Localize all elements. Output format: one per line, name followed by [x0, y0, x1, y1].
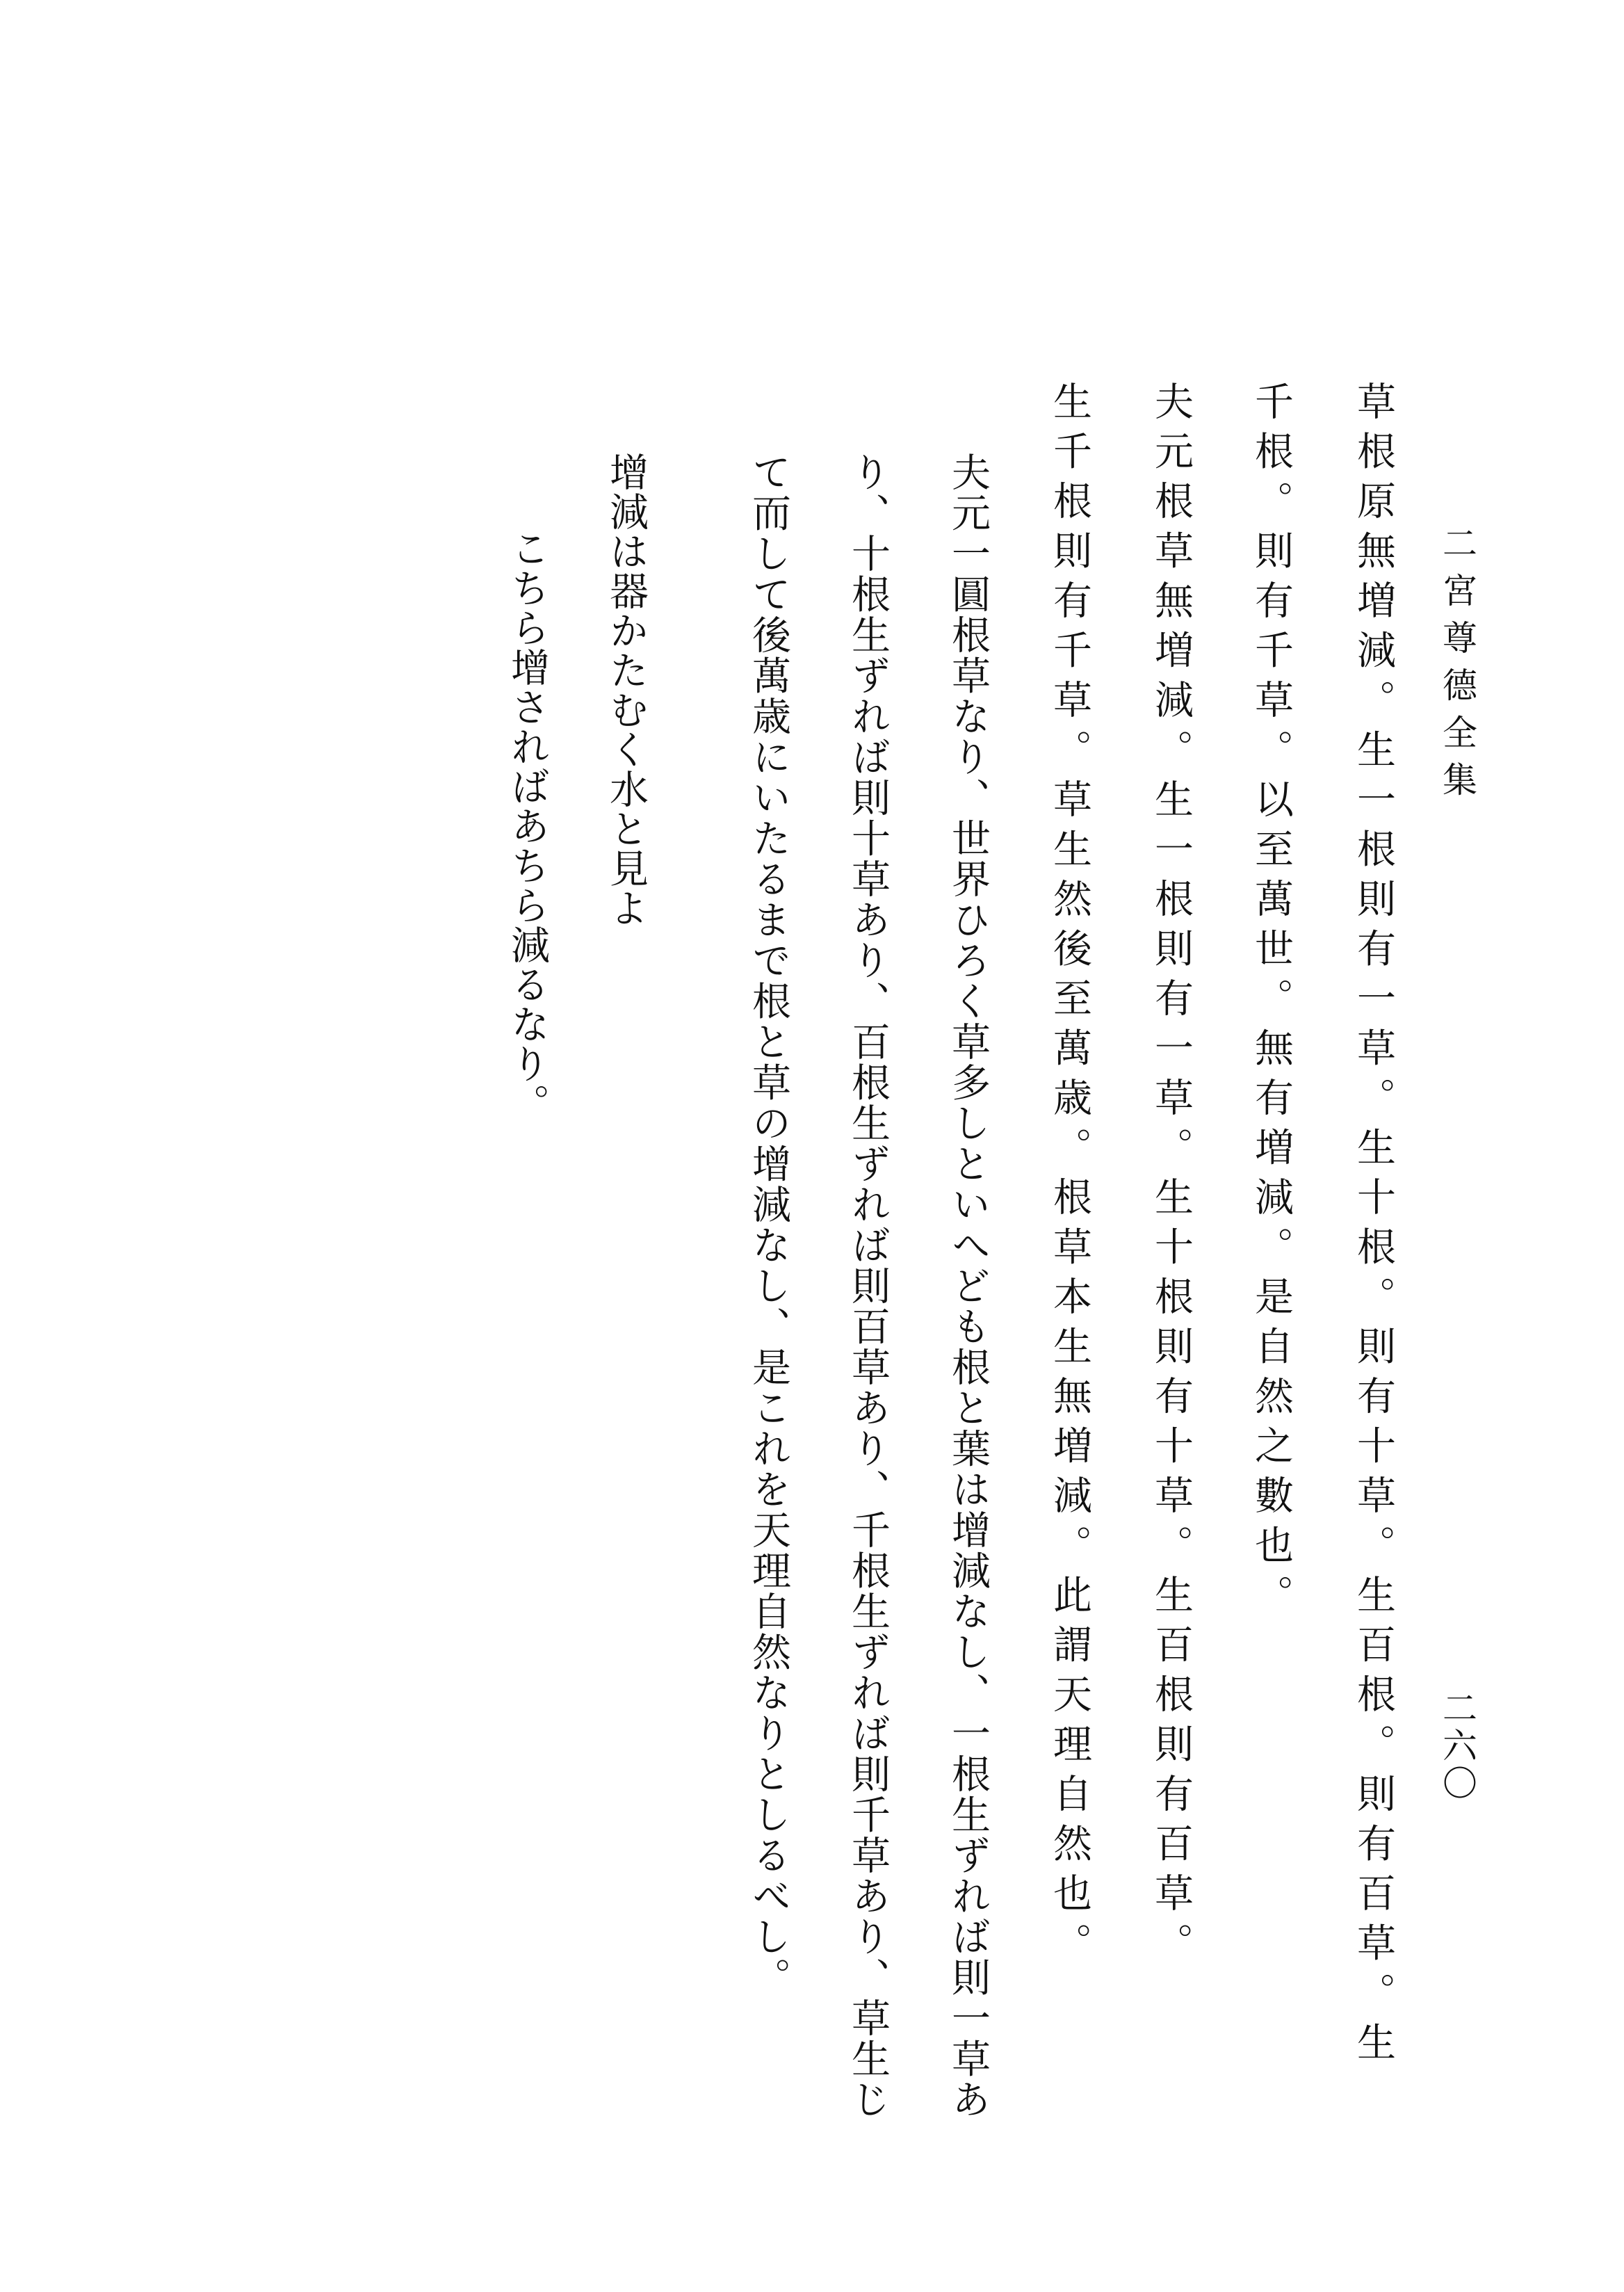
kanbun-line: 夫元根草無増減。生一根則有一草。生十根則有十草。生百根則有百草。 — [1148, 381, 1194, 1972]
verse-line: こちら增さればあちら減るなり。 — [505, 528, 550, 1123]
kanbun-line: 千根。則有千草。以至萬世。無有増減。是自然之數也。 — [1249, 381, 1294, 1624]
kanbun-line: 草根原無増減。生一根則有一草。生十根。則有十草。生百根。則有百草。生 — [1351, 381, 1396, 2072]
running-header-title: 二宮尊德全集 — [1437, 525, 1477, 809]
commentary-line: 夫元一圓根草なり、世界ひろく草多しといへども根と葉は增減なし、一根生ずれば則一草あ — [945, 452, 991, 2120]
kanbun-line: 生千根則有千草。草生然後至萬歳。根草本生無増減。此謂天理自然也。 — [1047, 381, 1092, 1972]
verse-line: 增減は器かたむく水と見よ — [603, 452, 649, 928]
commentary-line: り、十根生ずれば則十草あり、百根生ずれば則百草あり、千根生ずれば則千草あり、草生じ — [845, 452, 891, 2120]
page-number: 二六〇 — [1437, 1690, 1477, 1802]
commentary-line: て而して後萬歳にいたるまで根と草の增減なし、是これを天理自然なりとしるべし。 — [746, 452, 791, 1998]
